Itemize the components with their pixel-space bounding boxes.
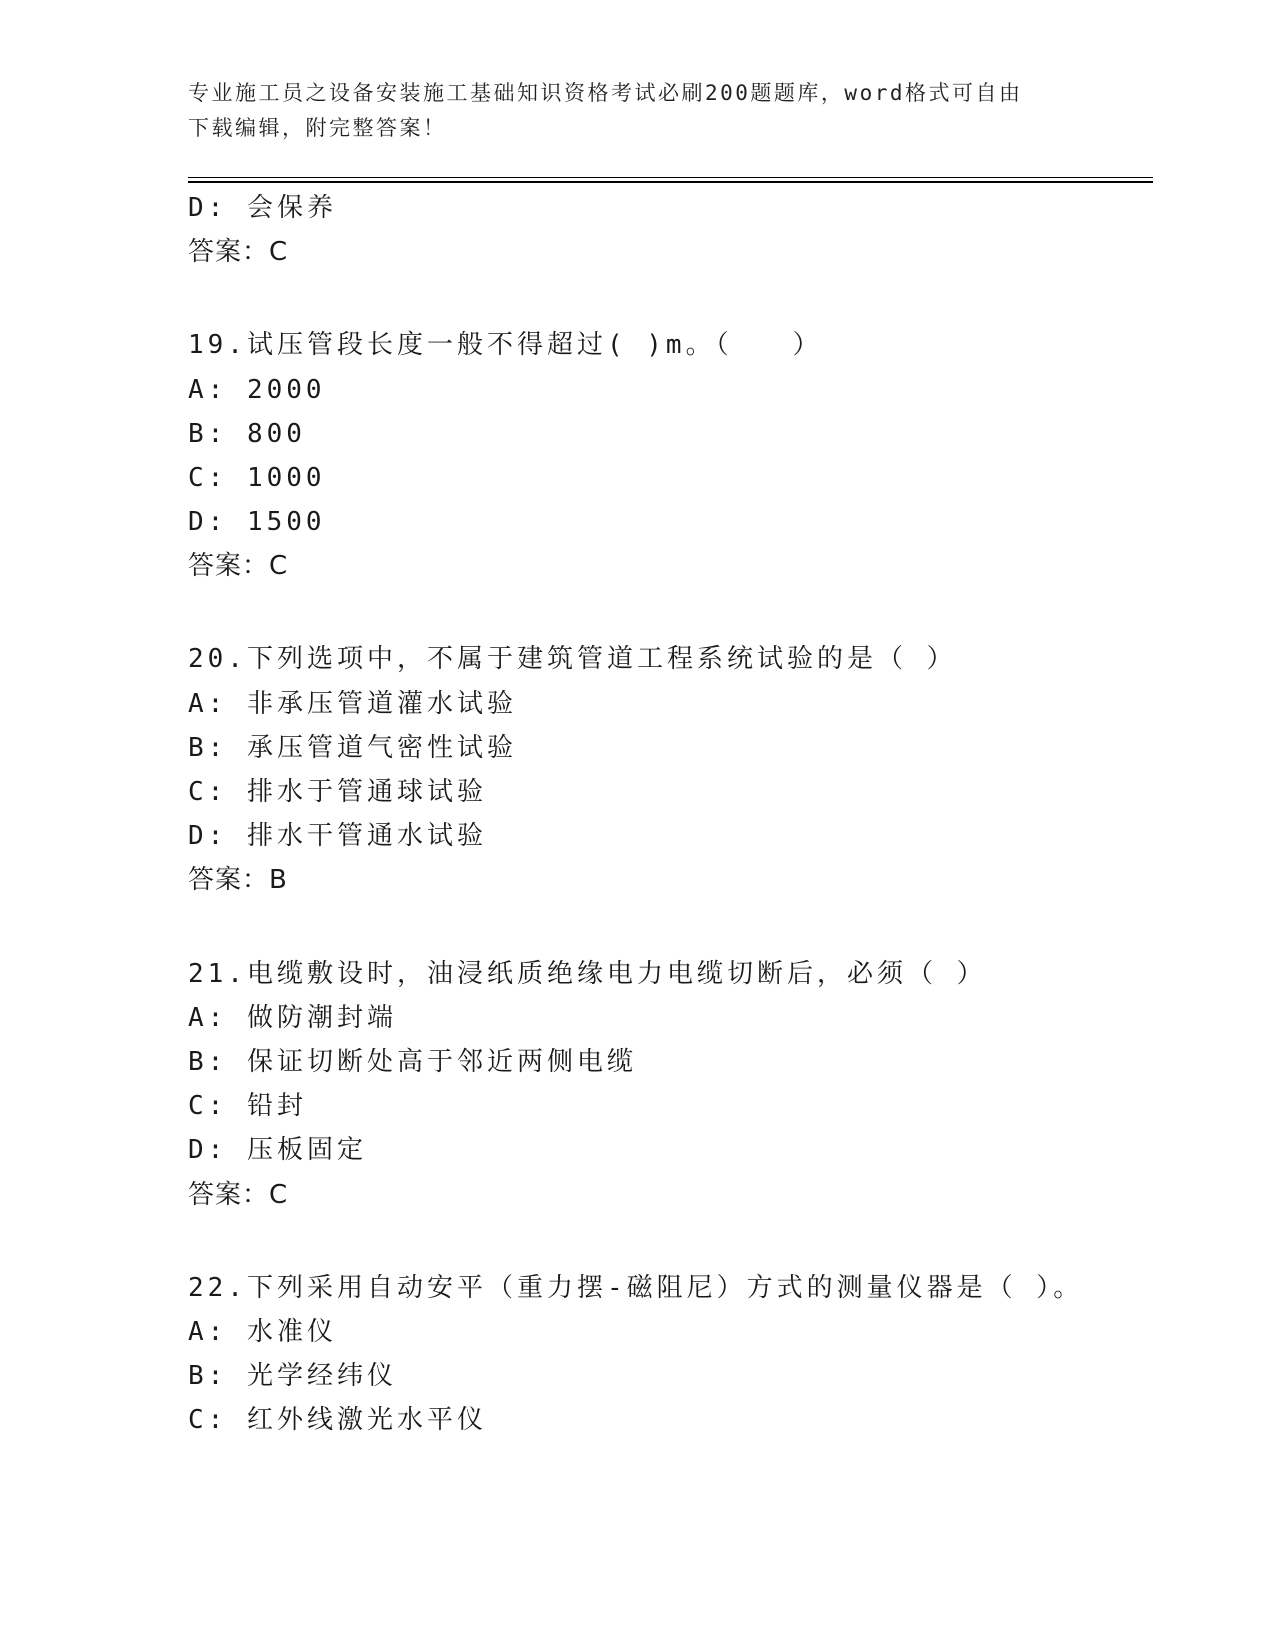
q20-answer: 答案：B (188, 865, 288, 895)
q20-option-d: D: 排水干管通水试验 (188, 821, 487, 851)
q21-option-d: D: 压板固定 (188, 1135, 367, 1165)
document-header (188, 76, 1068, 146)
q22-option-c: C: 红外线激光水平仪 (188, 1405, 487, 1435)
q19-option-d: D: 1500 (188, 507, 326, 537)
q20-option-c: C: 排水于管通球试验 (188, 777, 487, 807)
q20-question: 20.下列选项中，不属于建筑管道工程系统试验的是（ ） (188, 644, 957, 674)
q18-option-d: D: 会保养 (188, 193, 337, 223)
q21-option-b: B: 保证切断处高于邻近两侧电缆 (188, 1047, 637, 1077)
q22-question: 22.下列采用自动安平（重力摆-磁阻尼）方式的测量仪器是（ ）。 (188, 1273, 1084, 1303)
q21-option-a: A: 做防潮封端 (188, 1003, 397, 1033)
q20-option-a: A: 非承压管道灌水试验 (188, 689, 517, 719)
q19-answer: 答案：C (188, 551, 289, 581)
header-line-2: 下载编辑，附完整答案！ (188, 116, 447, 140)
q22-option-b: B: 光学经纬仪 (188, 1361, 397, 1391)
q21-option-c: C: 铅封 (188, 1091, 307, 1121)
q19-option-c: C: 1000 (188, 463, 326, 493)
q20-option-b: B: 承压管道气密性试验 (188, 733, 517, 763)
q18-answer: 答案：C (188, 237, 289, 267)
q19-option-b: B: 800 (188, 419, 306, 449)
header-divider-top (188, 177, 1153, 178)
header-line-1: 专业施工员之设备安装施工基础知识资格考试必刷200题题库，word格式可自由 (188, 81, 1023, 105)
q21-answer: 答案：C (188, 1180, 289, 1210)
q19-question: 19.试压管段长度一般不得超过( )m。（ ） (188, 330, 823, 360)
q22-option-a: A: 水准仪 (188, 1317, 337, 1347)
q21-question: 21.电缆敷设时，油浸纸质绝缘电力电缆切断后，必须（ ） (188, 959, 987, 989)
q19-option-a: A: 2000 (188, 375, 326, 405)
header-divider-bottom (188, 181, 1153, 183)
